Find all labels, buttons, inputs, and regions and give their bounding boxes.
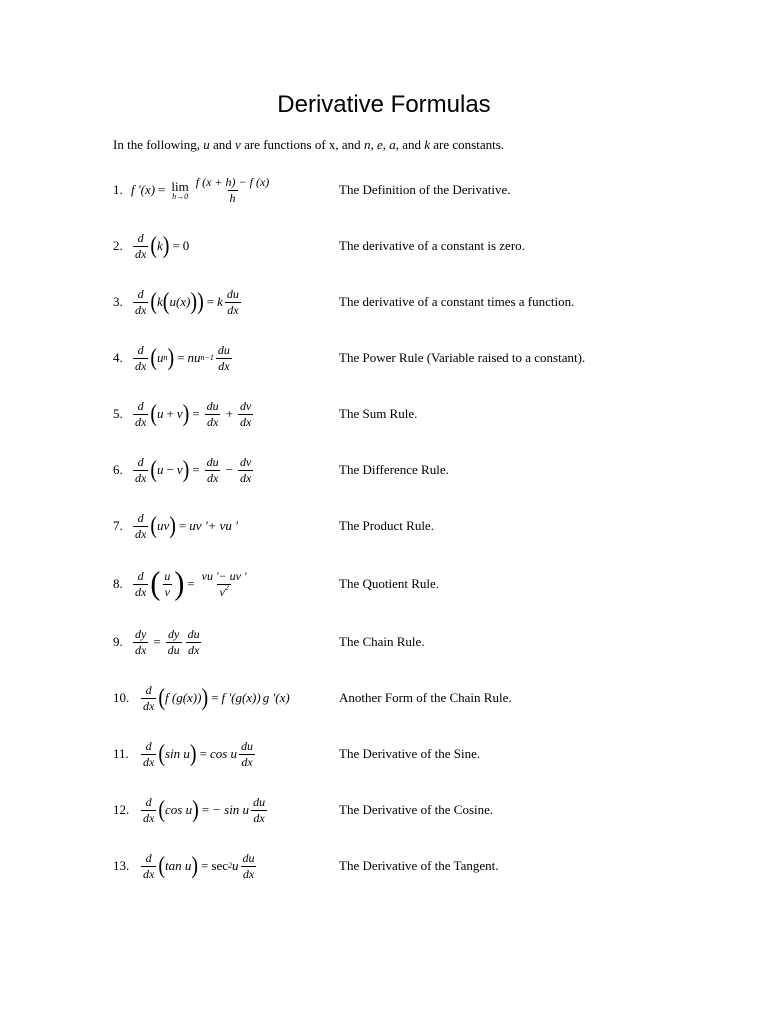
right-paren: ) [162,232,170,260]
left-paren: ( [158,684,165,712]
row-description: The Product Rule. [339,518,434,533]
row-description: The Derivative of the Cosine. [339,802,494,817]
formula-row-9 [113,617,733,667]
formula-difference-rule [131,456,337,485]
row-description: The derivative of a constant times a function. [339,294,575,309]
fraction-numerator: d [137,454,144,469]
intro-part: In the following, [113,137,204,152]
d-dx-operator [141,740,156,769]
equals-sign: = [201,802,210,817]
formula-sum-rule [131,400,337,429]
fraction-denominator: dx [143,698,155,713]
formula-rhs: 0 [182,238,190,253]
formula-base: u [157,350,164,365]
left-paren: ( [150,565,161,602]
fraction-denominator [217,584,230,599]
denominator-base: v [219,584,225,599]
row-description: The derivative of a constant is zero. [339,238,525,253]
row-number: 8. [113,576,123,591]
right-paren: ) [169,512,176,540]
fraction-numerator: du [206,398,219,413]
left-paren: ( [158,852,165,880]
formula-arg: sin u [165,746,190,761]
right-paren: ) [201,684,209,712]
formula-chain-rule-alt [139,684,337,713]
fraction-numerator: dv [239,398,252,413]
fraction-numerator: vu '− uv ' [201,568,247,583]
d-dx-operator [141,852,156,881]
formula-row-7 [113,501,733,551]
formula-rhs-part: f ' [221,690,232,705]
formula-product-rule [131,512,337,541]
dy-dx [133,628,148,657]
fraction-denominator: dx [135,414,147,429]
fraction-numerator: d [137,510,144,525]
formula-row-6 [113,445,733,495]
d-dx-operator [133,456,148,485]
row-number: 6. [113,462,123,477]
formula-arg: uv [157,518,170,533]
formula-arg: f (g(x)) [165,690,202,705]
right-paren: ) [189,740,197,768]
limit-label: lim [171,178,189,194]
fraction-numerator: d [145,850,152,865]
left-paren: ( [162,288,170,316]
fraction-denominator: dx [206,414,219,429]
formula-row-11 [113,729,733,779]
d-dx-operator [133,232,148,261]
formula-constant: k [217,294,223,309]
formula-coefficient: nu [187,350,201,365]
intro-var-n: n [363,137,371,152]
row-number: 4. [113,350,123,365]
fraction-numerator: du [242,850,255,865]
du-dx [186,628,202,657]
fraction-numerator: d [137,568,144,583]
formula-var-u: u [157,406,164,421]
intro-var-v: v [235,137,241,152]
fraction-denominator: v [164,584,170,599]
row-description: The Power Rule (Variable raised to a constant). [339,350,586,365]
fraction-numerator: d [145,682,152,697]
formula-row-3 [113,277,733,327]
du-dx [205,400,221,429]
intro-part: are functions of x, and [240,137,364,152]
row-number: 3. [113,294,123,309]
right-paren: ) [182,456,190,484]
row-number: 10. [113,690,130,705]
d-dx-operator [133,400,148,429]
intro-var-e: e [376,137,383,152]
intro-part: , and [395,137,425,152]
quotient-result [200,570,249,599]
formula-arg: k [157,294,163,309]
fraction-numerator: dv [239,454,252,469]
equals-sign: = [192,406,200,421]
d-dx-operator [141,796,156,825]
dv-dx [238,456,253,485]
fraction-denominator: dx [188,642,200,657]
u-over-v [162,570,172,599]
formula-row-4 [113,333,733,383]
fraction-denominator: dx [239,470,252,485]
equals-sign: = [206,294,215,309]
fraction-denominator: dx [135,246,147,261]
row-description: The Quotient Rule. [339,576,440,591]
fraction-numerator: du [187,626,200,641]
left-paren: ( [150,400,157,428]
formula-rhs: cos u [209,746,238,761]
fraction-numerator: du [206,454,219,469]
fraction-denominator: dx [227,302,239,317]
formula-row-2 [113,221,733,271]
row-number: 13. [113,858,130,873]
du-dx [239,740,255,769]
right-paren: ) [197,288,204,316]
formula-constant [131,232,337,261]
limit-subscript: h→0 [172,191,189,201]
fraction-numerator: du [217,342,230,357]
row-number: 11. [113,746,129,761]
fraction-numerator: dy [135,626,147,641]
intro-part: , [370,137,377,152]
intro-var-u: u [203,137,210,152]
formula-row-8 [113,559,733,609]
fraction-numerator: d [137,286,144,301]
row-number: 9. [113,634,123,649]
left-paren: ( [158,740,165,768]
equals-sign: = [211,690,219,705]
equals-sign: = [199,746,207,761]
intro-part: and [209,137,236,152]
equals-sign: = [187,576,195,591]
formula-row-13 [113,841,733,891]
left-paren: ( [150,344,157,372]
fraction-denominator: dx [135,470,147,485]
formula-row-5 [113,389,733,439]
plus-sign: + [166,406,174,421]
fraction-numerator: d [137,342,144,357]
fraction-numerator: du [253,794,266,809]
fraction-denominator: dx [143,810,155,825]
formula-rhs-part: (g(x)) [231,690,261,705]
dy-du [166,628,182,657]
right-paren: ) [192,796,199,824]
fraction-denominator: du [167,642,180,657]
fraction-denominator: dx [143,866,155,881]
left-paren: ( [150,232,157,260]
fraction-numerator: du [226,286,239,301]
right-paren: ) [174,565,185,602]
formula-var-v: v [176,462,183,477]
left-paren: ( [150,288,157,316]
fraction-denominator: dx [143,754,155,769]
minus-sign: − [166,462,174,477]
formula-var-v: v [176,406,183,421]
fraction-denominator: dx [242,866,255,881]
formula-arg: tan u [165,858,192,873]
fraction-numerator: d [145,794,152,809]
row-number: 12. [113,802,130,817]
row-description: Another Form of the Chain Rule. [339,690,512,705]
du-dx [225,288,241,317]
dv-dx [238,400,253,429]
intro-text [113,136,504,154]
fraction-denominator: dx [206,470,219,485]
fraction-numerator: f (x + h) − f (x) [195,174,270,189]
fraction-numerator: d [137,398,144,413]
fraction-denominator: dx [135,358,147,373]
formula-var-u: u [157,462,164,477]
formula-row-10 [113,673,733,723]
right-paren: ) [182,400,190,428]
fraction-denominator: dx [135,526,147,541]
formula-tangent: $\frac{d}{dx}$ ( tan u ) = sec 2 u $\frac{du}{dx}$ [143,850,255,881]
left-paren: ( [150,512,157,540]
d-dx-operator [141,684,156,713]
equals-sign: = [153,634,161,649]
du-dx [251,796,267,825]
fraction-denominator: dx [135,584,147,599]
fraction-numerator: d [145,738,152,753]
intro-var-a: a [389,137,396,152]
fraction-numerator: d [137,230,144,245]
minus-sign: − [225,462,233,477]
row-number: 5. [113,406,123,421]
page-title: Derivative Formulas [277,91,491,118]
right-paren: ) [191,852,199,880]
intro-part: are constants. [430,137,505,152]
fraction-denominator: dx [135,642,147,657]
formula-rhs-part: g '(x) [262,690,290,705]
fraction-denominator: dx [135,302,147,317]
fraction-denominator: dx [239,414,252,429]
fraction-denominator: dx [241,754,253,769]
formula-rhs: − sin u [212,802,250,817]
fraction-denominator: h [229,190,236,205]
left-paren: ( [150,456,157,484]
right-paren: ) [190,288,198,316]
limit [171,180,188,201]
d-dx-operator [133,512,148,541]
formula-row-1 [113,165,733,215]
formula-row-12 [113,785,733,835]
fraction-numerator: dy [168,626,180,641]
right-paren: ) [167,344,175,372]
formula-rhs-part: sec [211,858,228,873]
equals-sign: = [192,462,200,477]
du-dx [241,852,257,881]
intro-var-k: k [424,137,431,152]
equals-sign: = [178,518,187,533]
formula-rhs-part: u [232,858,239,873]
du-dx [216,344,232,373]
du-dx [205,456,221,485]
formula-power-rule: $\frac{d}{dx}$ ( u n ) = nu n−1 $\frac{du}{dx}$ [135,342,230,373]
formula-arg: k [157,238,163,253]
plus-sign: + [225,406,233,421]
row-description: The Chain Rule. [339,634,425,649]
intro-part: , [382,137,390,152]
row-number: 7. [113,518,123,533]
formula-cosine [139,796,337,825]
equals-sign: = [201,858,209,873]
fraction-denominator: dx [253,810,265,825]
formula-chain-rule [131,628,337,657]
formula-sine [139,740,337,769]
row-number: 2. [113,238,123,253]
denominator-exponent: 2 [224,582,229,592]
equals-sign: = [177,350,185,365]
formula-inner: u(x) [169,294,191,309]
row-description: The Derivative of the Sine. [339,746,481,761]
row-description: The Definition of the Derivative. [339,182,511,197]
row-description: The Difference Rule. [339,462,449,477]
fraction-denominator: dx [218,358,230,373]
formula-definition [131,176,337,205]
formula-rhs: uv '+ vu ' [189,518,238,533]
d-dx-operator [133,570,148,599]
row-description: The Derivative of the Tangent. [339,858,499,873]
row-description: The Sum Rule. [339,406,418,421]
row-number: 1. [113,182,123,197]
fraction-numerator: u [164,568,171,583]
equals-sign: = [172,238,180,253]
formula-arg: cos u [165,802,193,817]
fraction-numerator: du [241,738,254,753]
formula-lhs: f '(x) [131,182,156,197]
formula-quotient-rule [131,565,337,602]
formula-constant-multiple [131,288,337,317]
d-dx-operator [133,288,148,317]
d-dx-operator [133,344,148,373]
equals-sign: = [158,182,166,197]
left-paren: ( [158,796,165,824]
difference-quotient [194,176,272,205]
